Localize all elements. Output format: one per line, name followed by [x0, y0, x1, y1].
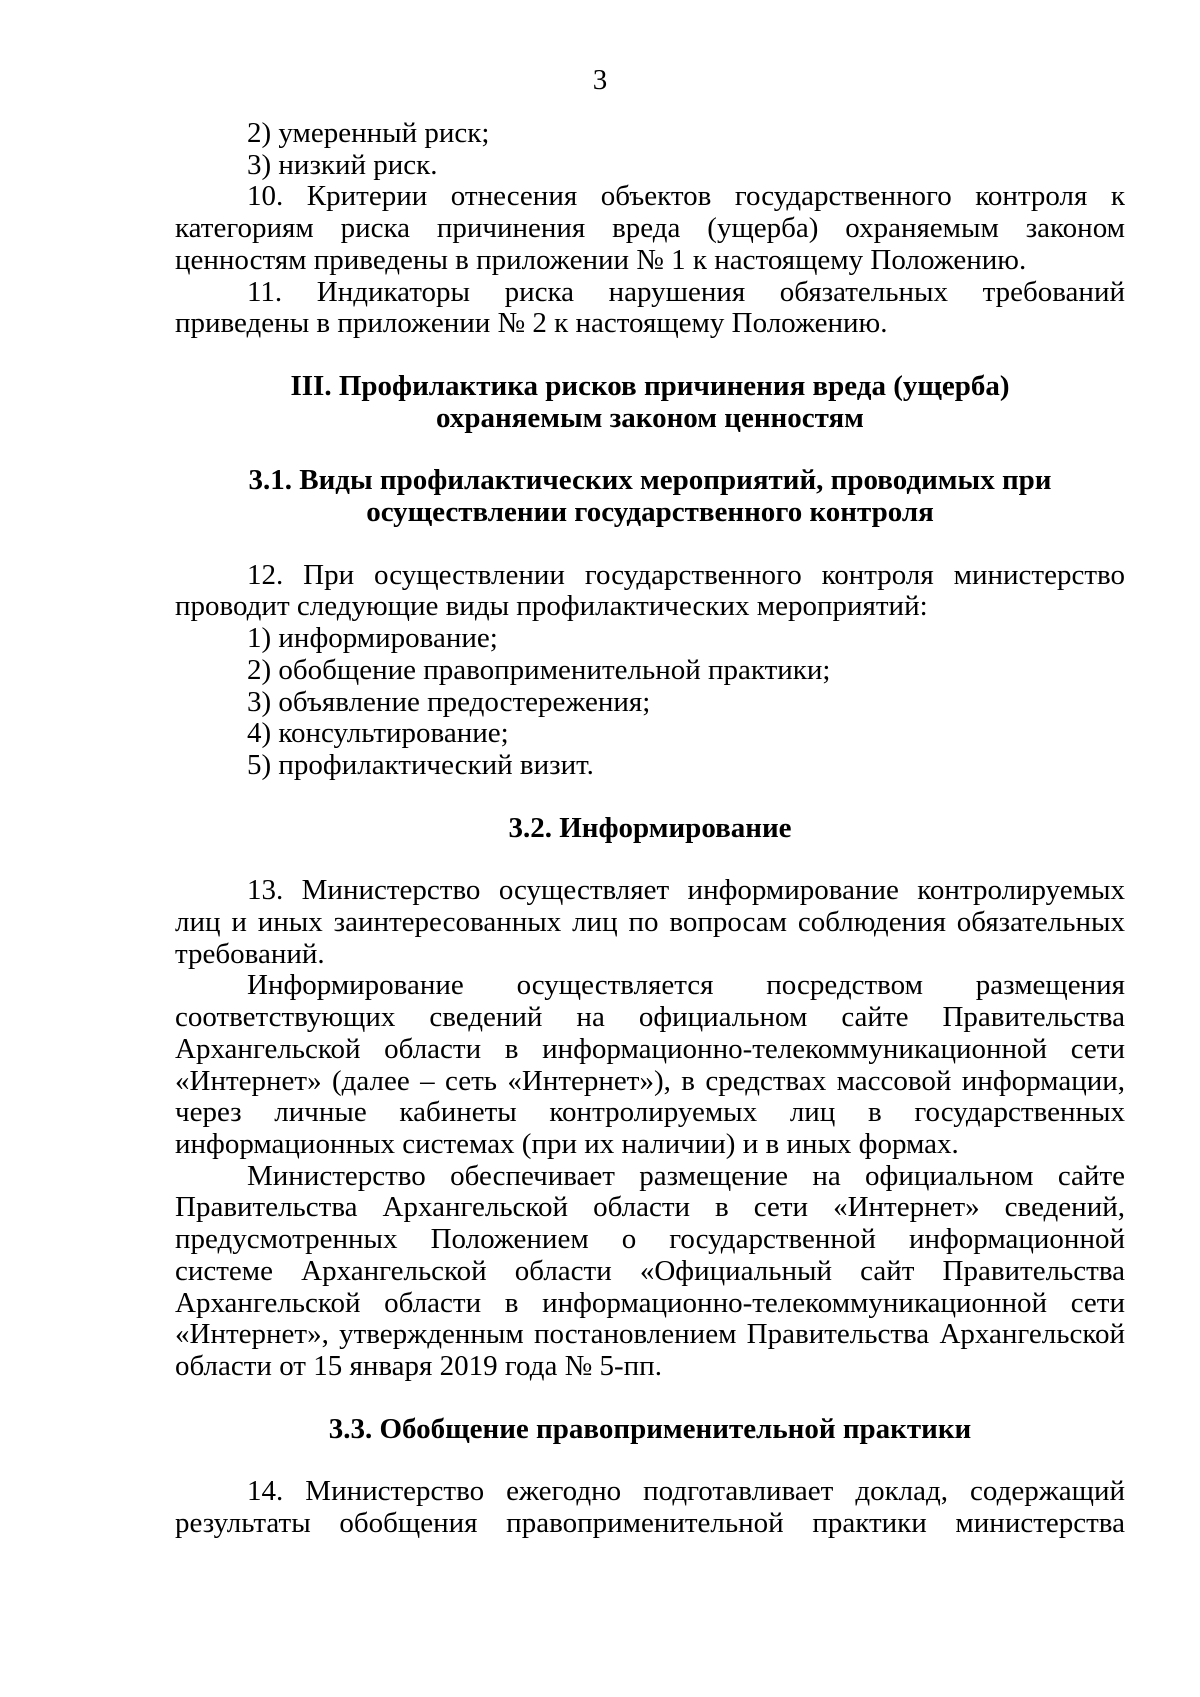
subsection-heading-3-1: [175, 465, 1125, 528]
list-item-warning: 3) объявление предостережения;: [247, 685, 651, 718]
subsection-heading-3-1-line2: осуществлении государственного контроля: [366, 496, 934, 529]
paragraph-13: 13. Министерство осуществляет информирование контролируемых лиц и иных заинтересованных лиц по вопросам соблюдения обязательных требований.: [175, 874, 1125, 970]
document-body: [175, 118, 1125, 1540]
subsection-heading-3-1-line1: 3.1. Виды профилактических мероприятий, проводимых при: [248, 464, 1052, 497]
section-heading-iii-line2: охраняемым законом ценностям: [436, 401, 864, 434]
list-item-moderate-risk: 2) умеренный риск;: [247, 117, 490, 149]
subsection-heading-3-2: 3.2. Информирование: [508, 811, 792, 844]
list-item-low-risk: 3) низкий риск.: [247, 148, 438, 181]
list-item-consulting: 4) консультирование;: [247, 717, 509, 750]
paragraph-11: 11. Индикаторы риска нарушения обязательных требований приведены в приложении № 2 к настоящему Положению.: [175, 275, 1125, 340]
paragraph-13-ministry: Министерство обеспечивает размещение на официальном сайте Правительства Архангельской области в сети «Интернет» сведений, предусмотренных Положением о государственной информационной системе Архангельской области «Официальный сайт Правительства Архангельской области в информационно-телекоммуникационной сети «Интернет», утвержденным постановлением Правительства Архангельской области от 15 января 2019 года № 5-пп.: [175, 1159, 1125, 1382]
subsection-heading-3-3: 3.3. Обобщение правоприменительной практики: [328, 1412, 972, 1445]
section-heading-iii-line1: III. Профилактика рисков причинения вреда (ущерба): [290, 369, 1010, 402]
paragraph-13-informing: Информирование осуществляется посредством размещения соответствующих сведений на официальном сайте Правительства Архангельской области в информационно-телекоммуникационной сети «Интернет» (далее – сеть «Интернет»), в средствах массовой информации, через личные кабинеты контролируемых лиц в государственных информационных системах (при их наличии) и в иных формах.: [175, 969, 1125, 1160]
list-item-preventive-visit: 5) профилактический визит.: [247, 748, 594, 781]
paragraph-14: 14. Министерство ежегодно подготавливает доклад, содержащий результаты обобщения правоприменительной практики министерства: [175, 1475, 1125, 1540]
list-item-informing: 1) информирование;: [247, 622, 498, 655]
page-number: 3: [592, 64, 608, 96]
list-item-generalization: 2) обобщение правоприменительной практики;: [247, 653, 831, 686]
section-heading-iii: [175, 371, 1125, 434]
paragraph-12: 12. При осуществлении государственного контроля министерство проводит следующие виды профилактических мероприятий:: [175, 558, 1125, 623]
paragraph-10: 10. Критерии отнесения объектов государственного контроля к категориям риска причинения вреда (ущерба) охраняемым законом ценностям приведены в приложении № 1 к настоящему Положению.: [175, 180, 1125, 276]
